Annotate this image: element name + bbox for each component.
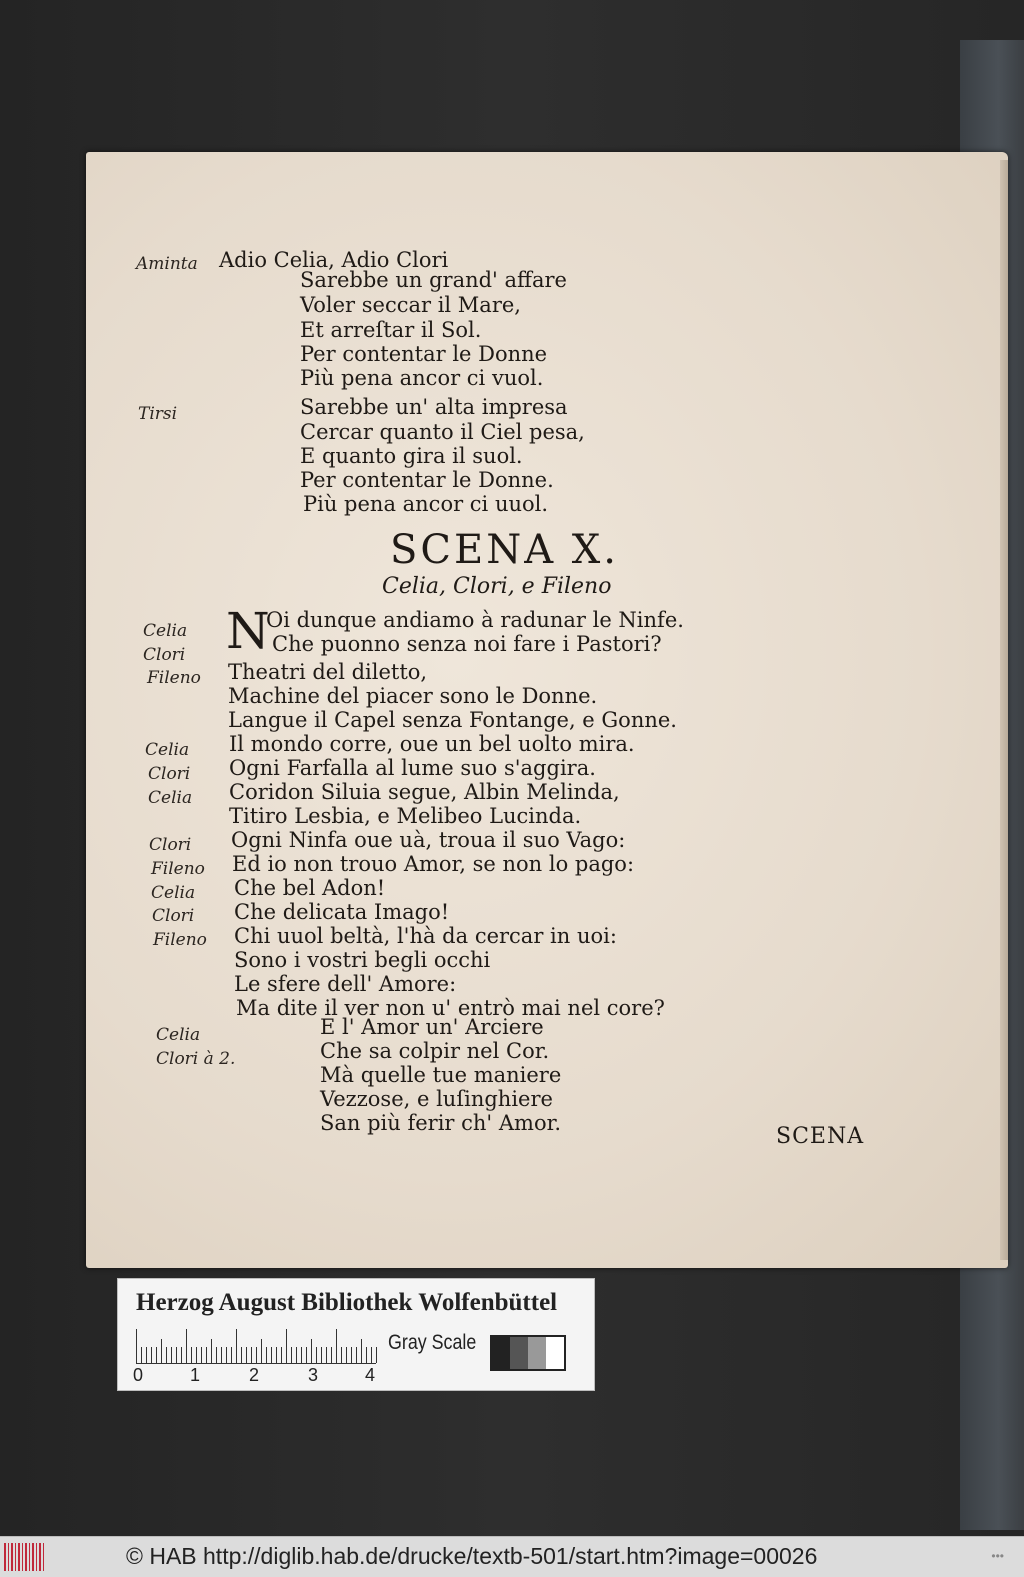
library-name: Herzog August Bibliothek Wolfenbüttel	[136, 1289, 558, 1316]
ruler-tick	[231, 1347, 232, 1363]
gray-shade	[528, 1337, 546, 1369]
gray-shade	[510, 1337, 528, 1369]
scene-characters: Celia, Clori, e Fileno	[382, 574, 612, 599]
dialogue-line: Machine del piacer sono le Donne.	[228, 684, 598, 708]
ruler-tick	[246, 1347, 247, 1363]
verse-line: Più pena ancor ci vuol.	[300, 366, 544, 390]
ruler-tick	[216, 1347, 217, 1363]
dialogue-line: Sono i vostri begli occhi	[234, 948, 491, 972]
verse-line: Per contentar le Donne	[300, 342, 548, 366]
speaker-label: Celia	[151, 883, 196, 903]
ruler-tick	[346, 1347, 347, 1363]
dialogue-line: Ogni Ninfa oue uà, troua il suo Vago:	[231, 828, 626, 852]
ruler-tick	[306, 1347, 307, 1363]
dialogue-line: Oi dunque andiamo à radunar le Ninfe.	[266, 608, 684, 632]
dialogue-line: Theatri del diletto,	[228, 660, 428, 684]
ruler-tick	[281, 1347, 282, 1363]
barcode-icon	[4, 1543, 46, 1571]
ruler-tick	[221, 1347, 222, 1363]
ruler-tick	[316, 1347, 317, 1363]
ruler-tick	[236, 1329, 237, 1363]
ruler-tick	[266, 1347, 267, 1363]
ruler-tick	[261, 1339, 262, 1363]
speaker-label: Celia	[156, 1025, 201, 1045]
ruler-tick	[226, 1347, 227, 1363]
duet-line: Mà quelle tue maniere	[320, 1063, 562, 1087]
dialogue-line: Ma dite il ver non u' entrò mai nel core?	[236, 996, 665, 1020]
speaker-label: Clori	[149, 835, 192, 855]
ruler-tick	[361, 1339, 362, 1363]
ruler-tick	[366, 1347, 367, 1363]
ruler-tick	[181, 1347, 182, 1363]
gray-shade	[492, 1337, 510, 1369]
ruler-tick	[161, 1339, 162, 1363]
ruler-tick	[166, 1347, 167, 1363]
dialogue-line: Ogni Farfalla al lume suo s'aggira.	[229, 756, 596, 780]
duet-line: E l' Amor un' Arciere	[320, 1015, 544, 1039]
scene-title: SCENA X.	[390, 527, 619, 573]
ruler-tick	[176, 1347, 177, 1363]
copyright-url[interactable]: © HAB http://diglib.hab.de/drucke/textb-501/start.htm?image=00026	[126, 1543, 818, 1569]
verse-line: Sarebbe un' alta impresa	[300, 395, 568, 419]
ruler-tick	[336, 1329, 337, 1363]
verse-line: Sarebbe un grand' affare	[300, 268, 567, 292]
ruler-tick	[251, 1347, 252, 1363]
speaker-label: Fileno	[151, 859, 205, 879]
ruler-tick	[296, 1347, 297, 1363]
dialogue-line: Le sfere dell' Amore:	[234, 972, 457, 996]
speaker-label: Clori	[152, 906, 195, 926]
speaker-label: Celia	[143, 621, 188, 641]
gray-shade	[546, 1337, 564, 1369]
speaker-label: Fileno	[147, 668, 201, 688]
ruler-tick	[376, 1347, 377, 1363]
duet-line: Vezzose, e luſinghiere	[320, 1087, 553, 1111]
verse-line: Per contentar le Donne.	[300, 468, 554, 492]
ruler-tick	[326, 1347, 327, 1363]
dialogue-line: Langue il Capel senza Fontange, e Gonne.	[228, 708, 677, 732]
catchword: SCENA	[776, 1124, 865, 1149]
ruler-number: 1	[190, 1365, 201, 1385]
speaker-label: Clori	[143, 645, 186, 665]
dialogue-line: Ed io non trouo Amor, se non lo pago:	[232, 852, 635, 876]
ruler-tick	[291, 1347, 292, 1363]
ruler-tick	[301, 1347, 302, 1363]
speaker-label: Tirsi	[138, 404, 178, 424]
ruler-tick	[321, 1347, 322, 1363]
gray-scale-label: Gray Scale	[388, 1331, 477, 1354]
ruler-tick	[141, 1347, 142, 1363]
ruler	[136, 1329, 376, 1363]
ruler-tick	[196, 1347, 197, 1363]
dialogue-line: Il mondo corre, oue un bel uolto mira.	[229, 732, 635, 756]
ruler-tick	[201, 1347, 202, 1363]
ruler-number: 4	[365, 1365, 376, 1385]
ruler-tick	[256, 1347, 257, 1363]
dialogue-line: Che bel Adon!	[234, 876, 386, 900]
verse-line: Più pena ancor ci uuol.	[303, 492, 549, 516]
ruler-tick	[356, 1347, 357, 1363]
ruler-tick	[331, 1347, 332, 1363]
dialogue-line: Che delicata Imago!	[234, 900, 450, 924]
speaker-label: Clori	[148, 764, 191, 784]
verse-line: Adio Celia, Adio Clori	[219, 248, 449, 272]
ruler-tick	[206, 1347, 207, 1363]
ruler-tick	[371, 1347, 372, 1363]
ruler-tick	[341, 1347, 342, 1363]
ruler-tick	[311, 1339, 312, 1363]
ruler-tick	[211, 1339, 212, 1363]
ruler-tick	[191, 1347, 192, 1363]
ruler-tick	[186, 1329, 187, 1363]
ruler-tick	[286, 1329, 287, 1363]
ruler-baseline	[136, 1363, 376, 1364]
ruler-tick	[136, 1329, 137, 1363]
dialogue-line: Che puonno senza noi fare i Pastori?	[272, 632, 662, 656]
drop-cap: N	[226, 602, 270, 660]
library-color-card	[117, 1278, 595, 1391]
speaker-label: Aminta	[136, 254, 198, 274]
ruler-number: 3	[308, 1365, 319, 1385]
speaker-label: Celia	[145, 740, 190, 760]
ruler-tick	[276, 1347, 277, 1363]
ruler-tick	[151, 1347, 152, 1363]
ruler-tick	[156, 1347, 157, 1363]
more-icon[interactable]: •••	[991, 1549, 1004, 1563]
ruler-tick	[146, 1347, 147, 1363]
verse-line: E quanto gira il suol.	[300, 444, 523, 468]
ruler-tick	[351, 1347, 352, 1363]
page-fold-edge	[1000, 160, 1008, 1260]
verse-line: Voler seccar il Mare,	[300, 293, 521, 317]
speaker-label: Clori à 2.	[156, 1049, 236, 1069]
speaker-label: Fileno	[153, 930, 207, 950]
speaker-label: Celia	[148, 788, 193, 808]
dialogue-line: Chi uuol beltà, l'hà da cercar in uoi:	[234, 924, 617, 948]
dialogue-line: Coridon Siluia segue, Albin Melinda,	[229, 780, 620, 804]
ruler-tick	[271, 1347, 272, 1363]
ruler-number: 2	[249, 1365, 260, 1385]
gray-scale-swatch	[490, 1335, 566, 1371]
verse-line: Cercar quanto il Ciel pesa,	[300, 420, 585, 444]
ruler-tick	[241, 1347, 242, 1363]
footer-bar	[0, 1536, 1024, 1577]
ruler-number: 0	[133, 1365, 144, 1385]
duet-line: San più ferir ch' Amor.	[320, 1111, 561, 1135]
duet-line: Che sa colpir nel Cor.	[320, 1039, 550, 1063]
verse-line: Et arreſtar il Sol.	[300, 318, 482, 342]
dialogue-line: Titiro Lesbia, e Melibeo Lucinda.	[229, 804, 582, 828]
ruler-tick	[171, 1347, 172, 1363]
